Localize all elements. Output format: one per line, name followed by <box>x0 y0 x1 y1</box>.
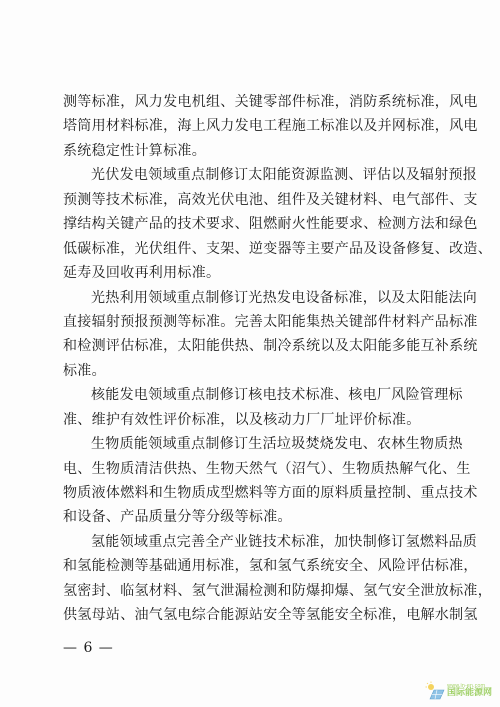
text-line: 生物质能领域重点制修订生活垃圾焚烧发电、农林生物质热 <box>91 436 463 453</box>
page-number: — 6 — <box>63 640 114 656</box>
watermark-url: www.in-en.com <box>446 683 486 689</box>
text-line: 直接辐射预报预测等标准。完善太阳能集热关键部件材料产品标准 <box>63 313 478 330</box>
text-line: 预测等技术标准，高效光伏电池、组件及关键材料、电气部件、支 <box>63 191 478 208</box>
text-line: 撑结构关键产品的技术要求、阻燃耐火性能要求、检测方法和绿色 <box>63 216 478 233</box>
text-line: 供氢母站、油气氢电综合能源站安全等氢能安全标准，电解水制氢 <box>63 607 478 624</box>
watermark-logo <box>425 681 492 701</box>
watermark-name: 国际能源网 <box>446 688 492 698</box>
text-line: 和设备、产品质量分等分级等标准。 <box>63 509 292 526</box>
text-line: 物质液体燃料和生物质成型燃料等方面的原料质量控制、重点技术 <box>63 485 478 501</box>
text-line: 系统稳定性计算标准。 <box>63 142 206 159</box>
text-line: 标准。 <box>63 362 106 379</box>
text-line: 氢密封、临氢材料、氢气泄漏检测和防爆抑爆、氢气安全泄放标准， <box>63 582 492 599</box>
text-line: 电、生物质清洁供热、生物天然气（沼气）、生物质热解气化、生 <box>63 460 471 477</box>
text-line: 和氢能检测等基础通用标准，氢和氢气系统安全、风险评估标准， <box>63 558 478 575</box>
text-line: 核能发电领域重点制修订核电技术标准、核电厂风险管理标 <box>91 387 463 404</box>
solar-panel-icon <box>425 681 445 701</box>
text-line: 氢能领域重点完善全产业链技术标准，加快制修订氢燃料品质 <box>91 533 478 550</box>
text-line: 低碳标准，光伏组件、支架、逆变器等主要产品及设备修复、改造、 <box>63 240 492 257</box>
text-line: 延寿及回收再利用标准。 <box>63 265 221 282</box>
text-line: 光伏发电领域重点制修订太阳能资源监测、评估以及辐射预报 <box>91 167 478 184</box>
document-body <box>63 90 492 628</box>
text-line: 和检测评估标准，太阳能供热、制冷系统以及太阳能多能互补系统 <box>63 338 478 355</box>
text-line: 准、维护有效性评价标准，以及核动力厂厂址评价标准。 <box>63 411 421 428</box>
watermark-text <box>447 684 492 698</box>
text-line: 塔筒用材料标准，海上风力发电工程施工标准以及并网标准，风电 <box>63 118 478 135</box>
text-line: 光热利用领域重点制修订光热发电设备标准，以及太阳能法向 <box>91 289 478 306</box>
text-line: 测等标准，风力发电机组、关键零部件标准，消防系统标准，风电 <box>63 94 478 110</box>
